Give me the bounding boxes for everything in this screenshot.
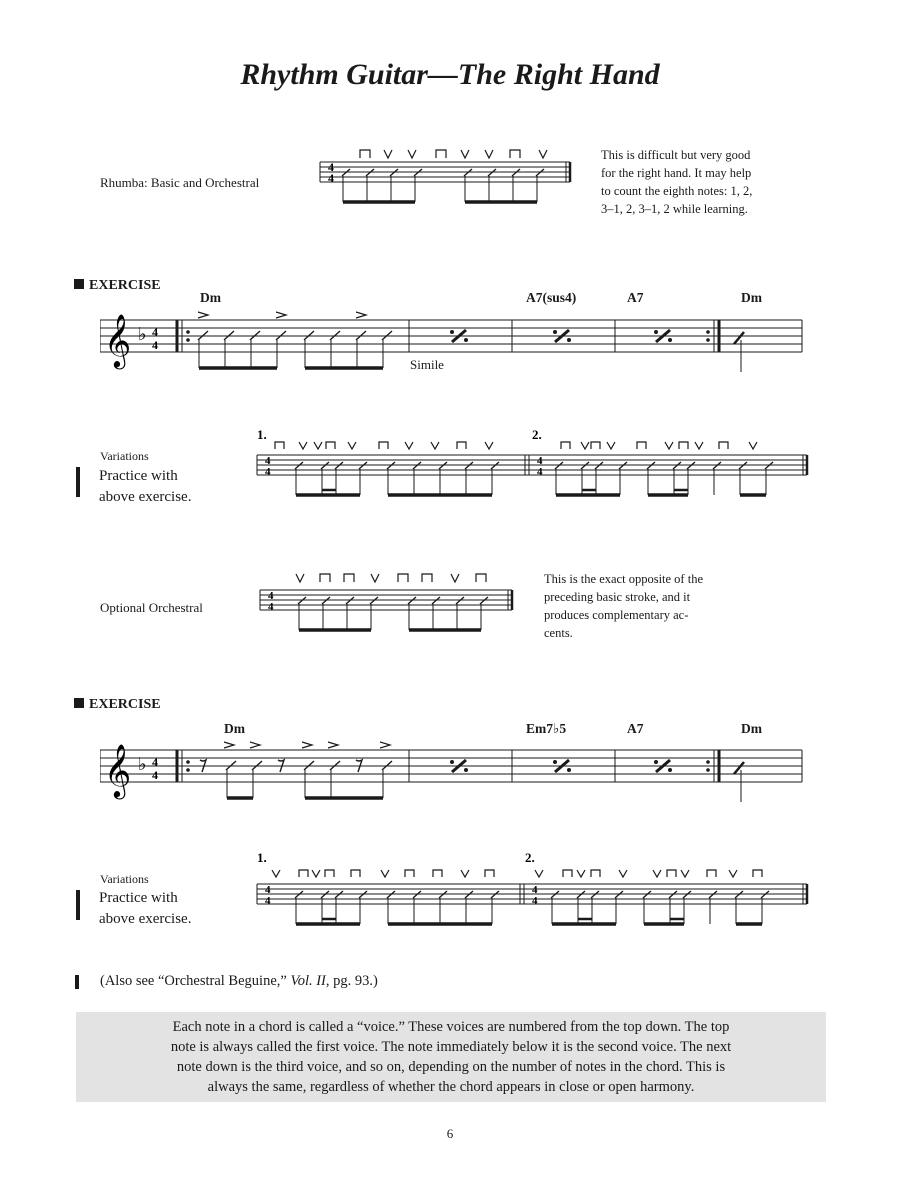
note-marker [75,975,79,989]
simile-label: Simile [410,357,444,372]
time-signature-top: 4 [328,160,334,174]
chord-symbol: Dm [224,721,245,736]
svg-text:4: 4 [532,895,538,907]
variations-text: Practice with above exercise. [99,468,192,505]
chord-symbol: A7 [627,721,644,736]
svg-text:4: 4 [537,455,543,467]
flat-icon: ♭ [138,754,147,774]
exercise2-staff [100,736,810,806]
variation-number: 2. [532,427,542,442]
time-signature-bottom: 4 [328,171,334,185]
reference-note: (Also see “Orchestral Beguine,” Vol. II, pg. 93.) [100,973,378,989]
svg-text:4: 4 [265,466,271,478]
voice-info-box [76,1012,826,1102]
chord-symbol: Em7♭5 [526,721,567,736]
chord-symbol: A7 [627,290,644,305]
page-number: 6 [446,1126,454,1141]
svg-text:4: 4 [265,884,271,896]
svg-text:4: 4 [532,884,538,896]
sidebar-marker [76,890,80,920]
svg-text:4: 4 [265,455,271,467]
variations2-staff [255,848,815,928]
svg-text:4: 4 [268,601,274,613]
variations1-staff [255,425,815,505]
optional-note: This is the exact opposite of the preceding basic stroke, and it produces complementary ac- cents. [544,572,703,640]
rhumba-note: This is difficult but very good for the right hand. It may help to count the eighth notes: 1, 2, 3–1, 2, 3–1, 2 while learning. [601,148,753,216]
rhumba-staff [318,140,578,220]
sidebar-marker [76,467,80,497]
treble-clef-icon: 𝄞 [104,315,132,366]
time-signature-top: 4 [152,325,158,339]
variations-label: Variations [100,449,149,463]
info-line: Each note in a chord is called a “voice.” These voices are numbered from the top down. The top [172,1019,730,1035]
rhumba-label: Rhumba: Basic and Orchestral [100,175,260,190]
flat-icon: ♭ [138,324,147,344]
variations-text: Practice with above exercise. [99,890,192,927]
variation-number: 1. [257,850,267,865]
chord-symbol: Dm [741,721,762,736]
exercise-heading: EXERCISE [74,278,161,294]
svg-text:4: 4 [265,895,271,907]
svg-text:4: 4 [537,466,543,478]
treble-clef-icon: 𝄞 [104,745,132,796]
page-title: Rhythm Guitar—The Right Hand [240,58,660,91]
svg-text:4: 4 [152,768,158,782]
svg-text:4: 4 [152,755,158,769]
exercise1-staff [100,306,810,376]
info-line: note down is the third voice, and so on, depending on the number of notes in the chord. This is [176,1059,726,1075]
variations-label: Variations [100,872,149,886]
info-line: always the same, regardless of whether the chord appears in close or open harmony. [207,1079,695,1095]
exercise-heading: EXERCISE [74,697,161,713]
chord-symbol: Dm [741,290,762,305]
optional-staff [258,566,520,641]
info-line: note is always called the first voice. The note immediately below it is the second voice. The next [170,1039,732,1055]
svg-text:4: 4 [268,590,274,602]
variation-number: 1. [257,427,267,442]
variation-number: 2. [525,850,535,865]
chord-symbol: A7(sus4) [526,290,577,305]
optional-orchestral-label: Optional Orchestral [100,600,203,615]
time-signature-bottom: 4 [152,338,158,352]
chord-symbol: Dm [200,290,221,305]
